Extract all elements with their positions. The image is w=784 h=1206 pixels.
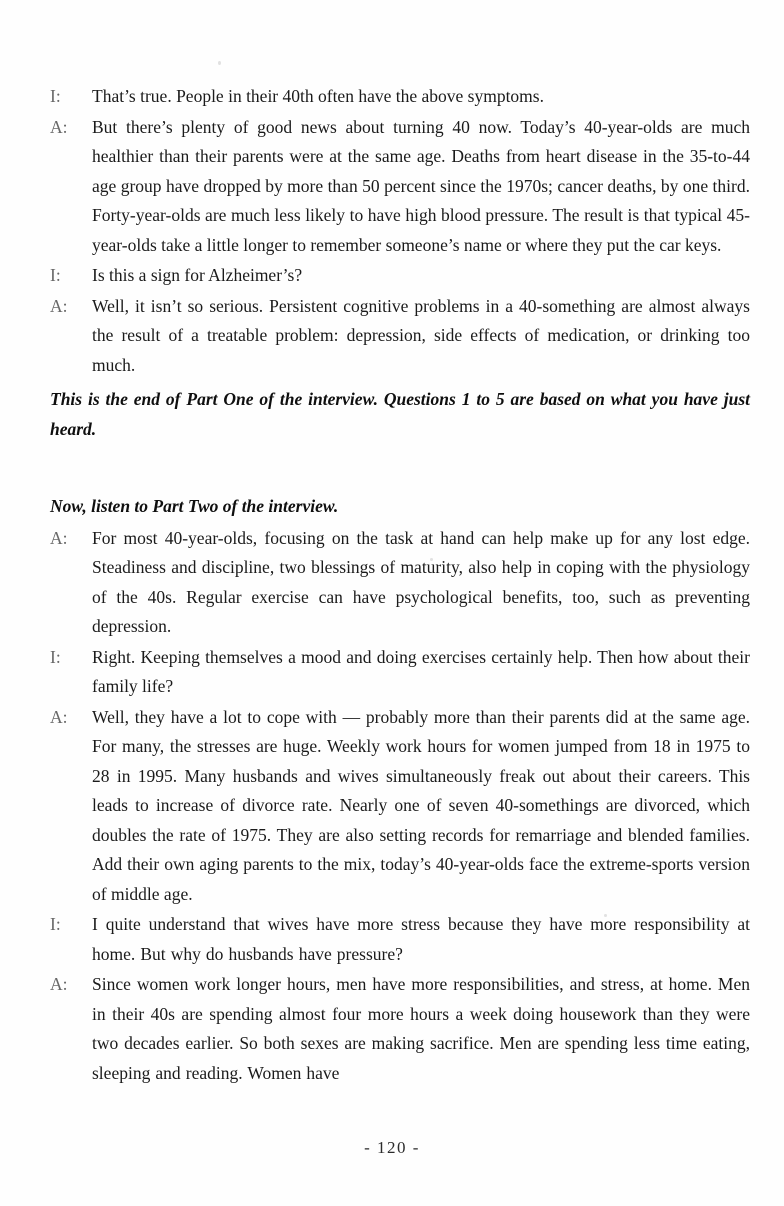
speaker-label: A: [50,116,68,137]
speaker-label: I: [50,86,61,106]
utterance-text: But there’s plenty of good news about turning 40 now. Today’s 40-year-olds are much healthier than their parents were at the same age. Deaths from heart disease in the 35-to-44 age group have dropped by more than 50 percent since the 1970s; cancer deaths, by one third. Forty-year-olds are much less likely to have high blood pressure. The result is that typical 45-year-olds take a little longer to remember someone’s name or where they put the car keys. [92,116,750,255]
page-number: - 120 - [364,1138,420,1157]
dialogue-turn [50,261,750,291]
transcript-body [50,82,750,1089]
utterance-text: Well, it isn’t so serious. Persistent cognitive problems in a 40-something are almost always the result of a treatable problem: depression, side effects of medication, or drinking too much. [92,295,750,375]
part-one-end-note: This is the end of Part One of the interview. Questions 1 to 5 are based on what you have just heard. [50,389,750,439]
utterance-text: I quite understand that wives have more stress because they have more responsibility at home. But why do husbands have pressure? [92,914,750,964]
dialogue-turn [50,292,750,381]
speaker-label: A: [50,706,68,727]
scan-artifact-speck [218,61,221,65]
part-two-start-note: Now, listen to Part Two of the interview. [50,496,339,516]
dialogue-turn [50,113,750,261]
speaker-label: I: [50,914,61,934]
utterance-text: Is this a sign for Alzheimer’s? [92,265,303,285]
dialogue-turn [50,524,750,642]
speaker-label: A: [50,974,68,994]
dialogue-turn [50,643,750,702]
dialogue-turn [50,82,750,112]
dialogue-turn [50,970,750,1088]
utterance-text: Since women work longer hours, men have more responsibilities, and stress, at home. Men in their 40s are spending almost four more hours a week doing housework than they were two decades earlier. So both sexes are making sacrifice. Men are spending less time eating, sleeping and reading. Women have [92,974,750,1083]
speaker-label: A: [50,295,68,316]
utterance-text: Well, they have a lot to cope with — probably more than their parents did at the same age. For many, the stresses are huge. Weekly work hours for women jumped from 18 in 1975 to 28 in 1995. Many husbands and wives simultaneously freak out about their careers. This leads to increase of divorce rate. Nearly one of seven 40-somethings are divorced, which doubles the rate of 1975. They are also setting records for remarriage and blended families. Add their own aging parents to the mix, today’s 40-year-olds face the extreme-sports version of middle age. [92,706,750,904]
speaker-label: I: [50,646,61,667]
speaker-label: A: [50,527,68,548]
dialogue-turn [50,910,750,969]
dialogue-turn [50,703,750,910]
speaker-label: I: [50,265,61,285]
utterance-text: For most 40-year-olds, focusing on the task at hand can help make up for any lost edge. Steadiness and discipline, two blessings of maturity, also help in coping with the physiology of the 40s. Regular exercise can have psychological benefits, too, such as preventing depression. [92,527,750,636]
utterance-text: Right. Keeping themselves a mood and doing exercises certainly help. Then how about their family life? [92,646,750,696]
utterance-text: That’s true. People in their 40th often have the above symptoms. [92,86,544,106]
